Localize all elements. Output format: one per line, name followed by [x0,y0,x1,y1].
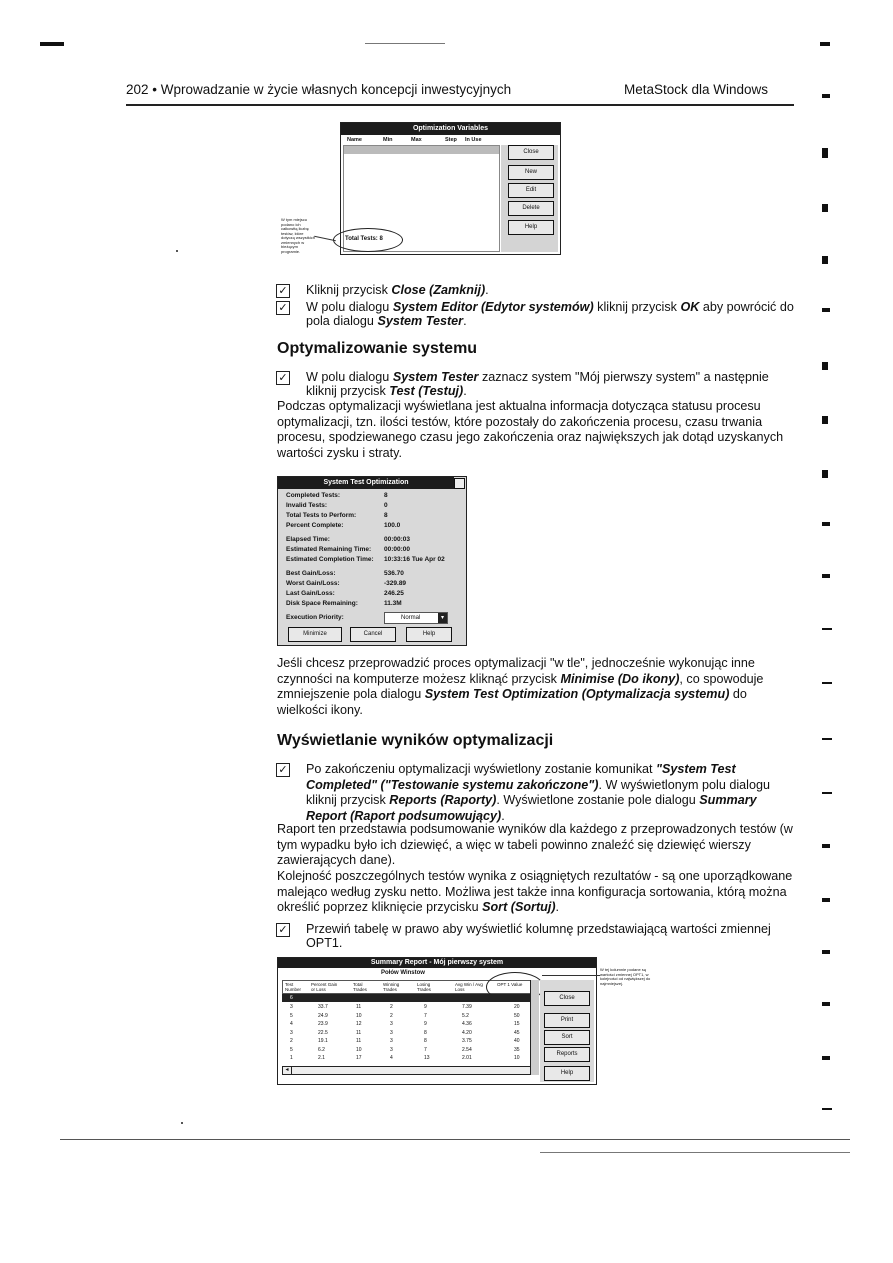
close-button[interactable]: Close [508,145,554,160]
fig1-side-note: W tym miejscu podano ich całkowitą liczbę testów, które dotyczą wszystkich zmiennych w bieżącym programie. [281,218,315,254]
checkbox-icon: ✓ [276,923,290,937]
paragraph-order: Kolejność poszczególnych testów wynika z osiągniętych rezultatów - są one uporządkowane malejąco według zysku netto. Możliwa jest także inna konfiguracja sortowania, którą można określić poprzez kliknięcie przycisku Sort (Sortuj). [277,869,793,914]
checkbox-icon: ✓ [276,284,290,298]
reports-button[interactable]: Reports [544,1047,590,1062]
paragraph-report: Raport ten przedstawia podsumowanie wyników dla każdego z przeprowadzonych testów (w tym wypadku było ich dziewięć, a więc w tabeli powinno znaleźć się dziewięć wierszy zawierających dane). [277,822,793,867]
bottom-rule [60,1139,850,1140]
help-button[interactable]: Help [406,627,452,642]
new-button[interactable]: New [508,165,554,180]
paragraph-status: Podczas optymalizacji wyświetlana jest aktualna informacja dotycząca statusu procesu optymalizacji, tzn. ilości testów, które pozostały do zakończenia procesu, czasu trwania procesu, spodziewanego czasu jego zakończenia oraz największych jak dotąd uzyskanych wartości zysku i straty. [277,399,784,460]
sort-button[interactable]: Sort [544,1030,590,1045]
table-rows [282,1003,537,1063]
stray-dot [176,250,178,252]
table-row[interactable]: 2 19.1 11 3 8 3.75 40 [290,1038,520,1044]
scroll-left-arrow-icon[interactable]: ◂ [282,1066,292,1075]
dialog-title: Optimization Variables [341,123,560,135]
running-header-right: MetaStock dla Windows [624,82,769,97]
fig3-callout-line [542,975,600,976]
help-button[interactable]: Help [544,1066,590,1081]
col-in-use: In Use [465,137,482,143]
table-header: Test Number Percent Gain or Loss Total Trades Winning Trades Losing Trades Avg Win / Avg Loss OPT 1 Value [282,980,539,994]
section-heading-wyswietlanie: Wyświetlanie wyników optymalizacji [277,732,554,749]
col-max: Max [411,137,422,143]
table-row[interactable]: 1 2.1 17 4 13 2.01 10 [290,1055,520,1061]
header-rule [126,104,794,106]
dialog-title: System Test Optimization [278,477,454,489]
corner-mark [40,42,64,46]
total-tests-callout-circle [333,228,403,252]
table-row[interactable]: 5 24.9 10 2 7 5.2 50 [290,1012,520,1019]
table-row[interactable]: 3 22.5 11 3 8 4.20 45 [290,1029,520,1036]
edit-button[interactable]: Edit [508,183,554,198]
cancel-button[interactable]: Cancel [350,627,396,642]
dialog-title: Summary Report - Mój pierwszy system [278,958,596,968]
col-name: Name [347,137,362,143]
dropdown-arrow-icon: ▾ [438,613,447,623]
col-min: Min [383,137,393,143]
horizontal-scrollbar[interactable] [282,1066,534,1075]
help-button[interactable]: Help [508,220,554,235]
column-headers [345,136,495,144]
checkbox-icon: ✓ [276,301,290,315]
delete-button[interactable]: Delete [508,201,554,216]
close-button[interactable]: Close [544,991,590,1006]
paragraph-minimize: Jeśli chcesz przeprowadzić proces optymalizacji "w tle", jednocześnie wykonując inne czynności na komputerze możesz kliknąć przycisk Minimise (Do ikony), co spowoduje zmniejszenie pola dialogu System Test Optimization (Optymalizacja systemu) do wielkości ikony. [277,656,764,717]
vertical-scrollbar[interactable] [530,980,539,1075]
checkbox-icon: ✓ [276,763,290,777]
table-row[interactable]: 5 6.2 10 3 7 2.54 35 [290,1046,520,1053]
button-panel [501,145,558,252]
priority-select[interactable]: Normal ▾ [384,612,448,624]
table-row-selected[interactable]: 6 [282,994,537,1002]
total-tests-label: Total Tests: 8 [345,236,383,242]
minimize-button[interactable]: Minimize [288,627,342,642]
table-row[interactable]: 3 33.7 11 2 9 7.39 20 [290,1004,520,1010]
stray-dot [181,1122,183,1124]
summary-report-dialog [277,957,597,1085]
system-test-optimization-dialog: System Test Optimization Completed Tests: 8 Invalid Tests: 0 Total Tests to Perform: 8 Percent Complete: 100.0 Elapsed Time: 00:00:03 Estimated Remaining Time: 00:00:00 Estimated Completion Time: 10:33:16 Tue Apr 02 Best Gain/Loss: 536.70 Worst Gain/Loss: -329.89 Last Gain/Loss: 246.25 Disk Space Remaining: 11.3M Execution Priority: Normal ▾ Minimize Cancel Help [277,476,467,646]
report-subtitle: Połów Winstow [381,970,425,976]
print-button[interactable]: Print [544,1013,590,1028]
running-header-left: 202 • Wprowadzanie w życie własnych koncepcji inwestycyjnych [126,82,512,97]
top-faint-rule [365,43,445,44]
system-menu-icon[interactable] [454,478,465,489]
bottom-rule-2 [540,1152,850,1153]
section-heading-optymalizowanie: Optymalizowanie systemu [277,340,478,357]
fig3-side-note: W tej kolumnie podane są wartości zmiennej OPT1, w kolejności od największej do najmniejszej. [600,968,651,986]
checkbox-icon: ✓ [276,371,290,385]
col-step: Step [445,137,457,143]
table-row[interactable]: 4 23.9 12 3 9 4.36 15 [290,1021,520,1027]
